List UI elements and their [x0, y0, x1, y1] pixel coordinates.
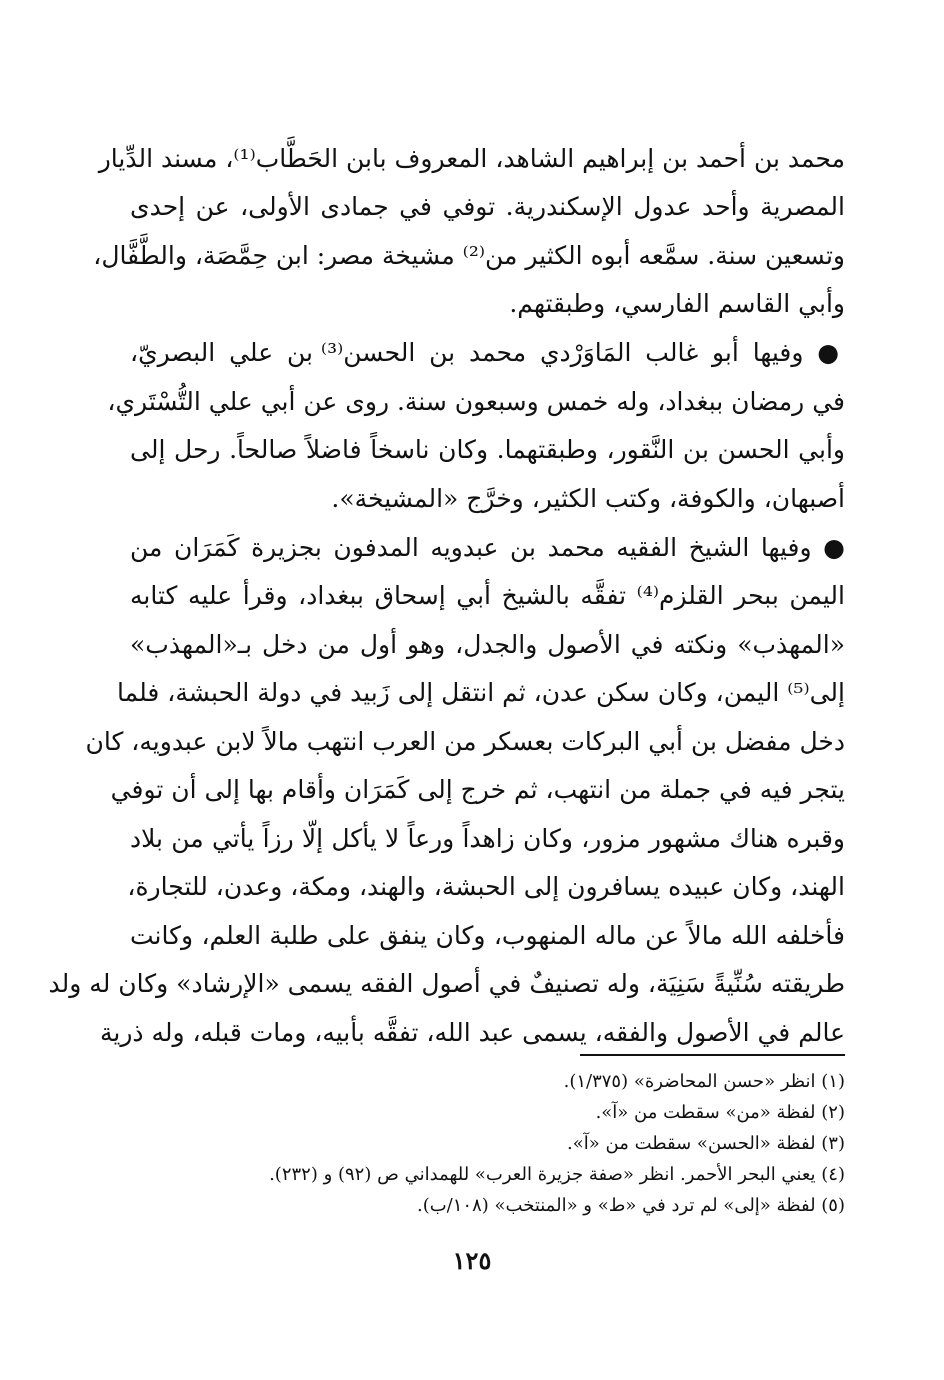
footnote: (٥) لفظة «إلى» لم ترد في «ط» و «المنتخب» (١٠٨/ب).	[416, 1195, 845, 1216]
footnote: (٢) لفظة «من» سقطت من «آ».	[595, 1102, 845, 1123]
text-line: ● وفيها الشيخ الفقيه محمد بن عبدويه المدفون بجزيرة كَمَرَان من	[130, 533, 845, 562]
text-line: محمد بن أحمد بن إبراهيم الشاهد، المعروف بابن الحَطَّاب⁽¹⁾، مسند الدِّيار	[98, 144, 845, 173]
text-line: اليمن ببحر القلزم⁽⁴⁾ تفقَّه بالشيخ أبي إسحاق ببغداد، وقرأ عليه كتابه	[130, 581, 845, 610]
text-line: طريقته سُنِّيةً سَنِيَة، وله تصنيفٌ في أصول الفقه يسمى «الإرشاد» وكان له ولد	[48, 969, 845, 998]
text-line: الهند، وكان عبيده يسافرون إلى الحبشة، والهند، ومكة، وعدن، للتجارة،	[127, 872, 845, 901]
footnote: (٣) لفظة «الحسن» سقطت من «آ».	[567, 1133, 845, 1154]
text-line: ● وفيها أبو غالب المَاوَرْدي محمد بن الحسن⁽³⁾ بن علي البصريّ،	[130, 338, 846, 367]
text-line: أصبهان، والكوفة، وكتب الكثير، وخرَّج «المشيخة».	[331, 484, 845, 513]
text-line: يتجر فيه في جملة من انتهب، ثم خرج إلى كَمَرَان وأقام بها إلى أن توفي	[110, 775, 845, 804]
text-line: وتسعين سنة. سمَّعه أبوه الكثير من⁽²⁾ مشيخة مصر: ابن حِمَّصَة، والطَّفَّال،	[93, 241, 845, 270]
text-line: المصرية وأحد عدول الإسكندرية. توفي في جمادى الأولى، عن إحدى	[130, 192, 845, 221]
footnote-divider	[580, 1054, 845, 1056]
footnote: (٤) يعني البحر الأحمر. انظر «صفة جزيرة العرب» للهمداني ص (٩٢) و (٢٣٢).	[269, 1164, 845, 1185]
text-line: في رمضان ببغداد، وله خمس وسبعون سنة. روى عن أبي علي التُّسْتَري،	[107, 387, 845, 416]
text-line: دخل مفضل بن أبي البركات بعسكر من العرب انتهب مالاً لابن عبدويه، كان	[85, 727, 845, 756]
footnote: (١) انظر «حسن المحاضرة» (١/٣٧٥).	[563, 1071, 845, 1092]
text-line: وأبي القاسم الفارسي، وطبقتهم.	[509, 289, 845, 318]
page-number: ١٢٥	[452, 1246, 492, 1275]
text-line: إلى⁽⁵⁾ اليمن، وكان سكن عدن، ثم انتقل إلى زَبيد في دولة الحبشة، فلما	[117, 678, 845, 707]
text-line: وقبره هناك مشهور مزور، وكان زاهداً ورعاً لا يأكل إلّا رزاً يأتي من بلاد	[130, 824, 845, 853]
text-line: فأخلفه الله مالاً عن ماله المنهوب، وكان ينفق على طلبة العلم، وكانت	[130, 921, 845, 950]
footnotes	[100, 1066, 845, 1221]
text-line: «المهذب» ونكته في الأصول والجدل، وهو أول من دخل بـ«المهذب»	[130, 630, 845, 659]
text-line: وأبي الحسن بن النَّقور، وطبقتهما. وكان ناسخاً فاضلاً صالحاً. رحل إلى	[130, 435, 845, 464]
text-line: عالم في الأصول والفقه، يسمى عبد الله، تفقَّه بأبيه، ومات قبله، وله ذرية	[99, 1018, 845, 1047]
